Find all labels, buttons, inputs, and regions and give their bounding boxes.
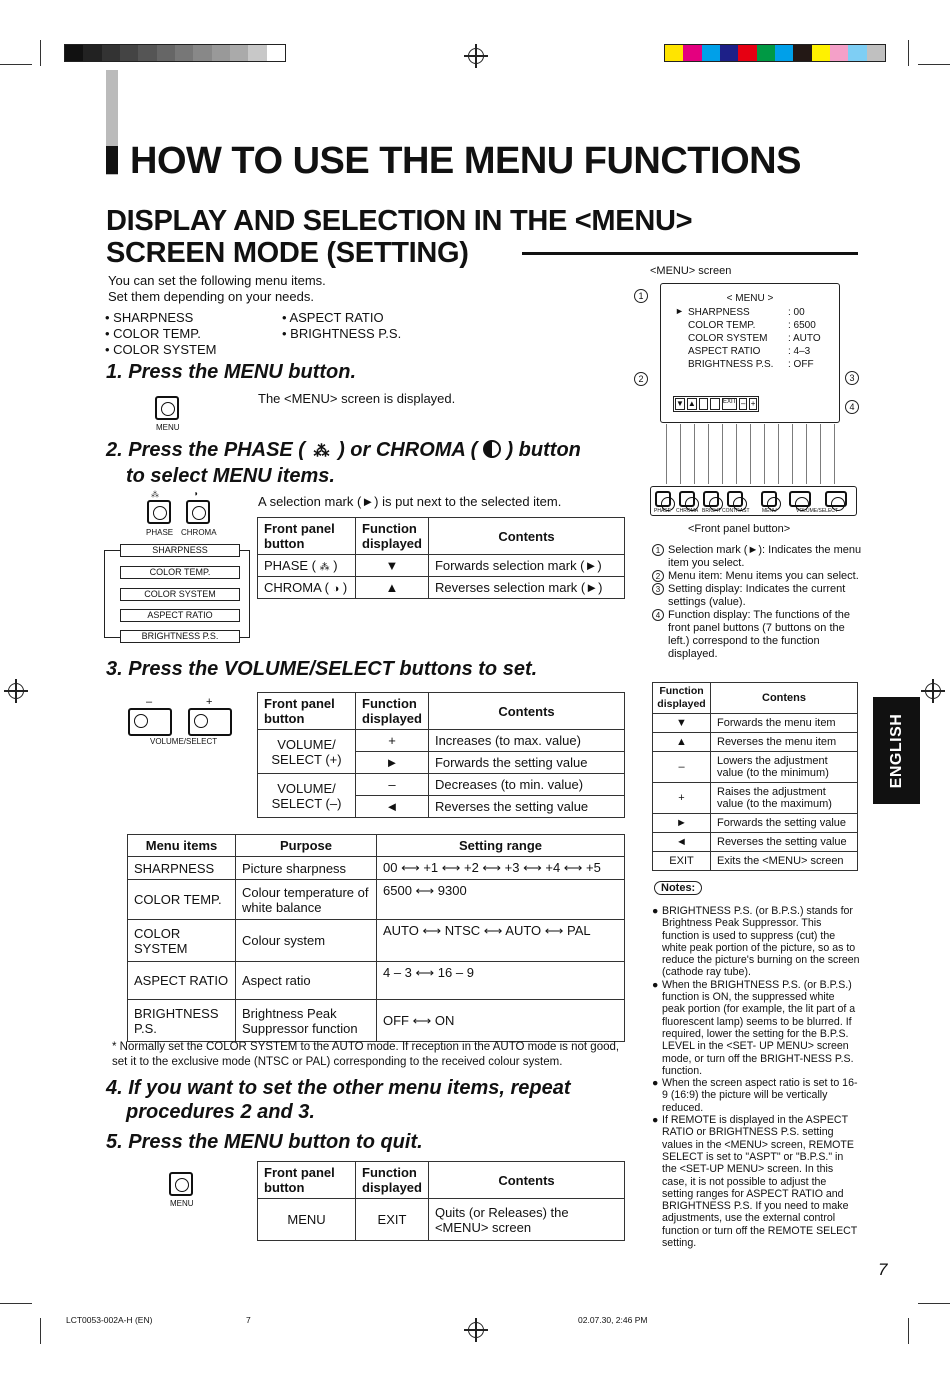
callout-3: 3 [845,371,859,385]
crop-mark [908,40,909,66]
table-cell: Forwards the setting value [428,752,624,774]
panel-label: CHROMA [676,508,699,514]
table-cell: Exits the <MENU> screen [711,852,858,871]
legend-text: Menu item: Menu items you can select. [668,570,859,582]
registration-mark-icon [468,1322,484,1338]
step5-heading: 5. Press the MENU button to quit. [106,1131,423,1153]
step1-text: The <MENU> screen is displayed. [258,391,456,406]
step2-heading-part: ) button [506,439,581,461]
note-item [652,905,860,979]
calibration-swatch [83,45,101,61]
table-cell: SHARPNESS [128,857,236,880]
table-cell: – [653,752,711,783]
step2-heading [106,438,581,488]
language-tab [873,697,920,804]
bullet-icon: ● [652,1114,659,1127]
table-cell: Decreases (to min. value) [428,774,624,796]
legend-number: 1 [652,544,664,556]
table-header: Contents [428,518,624,555]
selection-mark-icon: ► [675,306,684,316]
calibration-swatch [157,45,175,61]
table-cell: Reverses the menu item [711,733,858,752]
step2-table [257,517,625,599]
list-item: • COLOR SYSTEM [105,342,217,357]
table-cell: 6500 ⟷ 9300 [377,880,625,920]
menu-screen-item [688,319,821,332]
table-cell: Reverses the setting value [711,833,858,852]
chroma-icon [483,440,501,458]
blank-slot [710,398,720,410]
table-row [258,555,625,577]
settings-table [127,834,625,1042]
table-header: Front panel button [258,693,356,730]
footer-left: LCT0053-002A-H (EN) [66,1315,153,1325]
table-header: Front panel button [258,1162,356,1199]
flow-loop-line [104,550,120,638]
table-cell: Colour temperature of white balance [236,880,377,920]
item-value: : 00 [788,307,805,318]
item-value: : 4–3 [788,346,811,357]
volume-select-button-group[interactable] [128,708,233,736]
title-accent-block [106,146,118,174]
note-text: When the screen aspect ratio is set to 16-9 (16:9) the picture will be vertically reduced. [662,1077,858,1114]
table-cell: Forwards the setting value [711,814,858,833]
callout-1: 1 [634,289,648,303]
up-icon: ▲ [687,399,696,408]
section-title [106,205,692,269]
menu-button[interactable] [169,1172,193,1196]
calibration-swatch [138,45,156,61]
menu-button[interactable] [155,396,179,420]
table-cell: VOLUME/ SELECT (–) [258,774,356,818]
crop-mark [40,40,41,66]
table-row [128,962,625,1000]
cell-text: PHASE ( [264,558,317,573]
calibration-swatch [702,45,720,61]
panel-phase-button[interactable] [655,491,671,507]
registration-mark-icon [925,683,941,699]
calibration-swatch [775,45,793,61]
table-row [128,920,625,962]
language-tab-label: ENGLISH [887,713,905,788]
table-cell: + [356,730,429,752]
volume-select-label: VOLUME/SELECT [150,737,218,746]
note-item [652,1114,860,1249]
table-cell: 00 ⟷ +1 ⟷ +2 ⟷ +3 ⟷ +4 ⟷ +5 [377,857,625,880]
menu-button-label: MENU [156,423,180,432]
item-value: : 6500 [788,320,816,331]
legend-number: 4 [652,609,664,621]
calibration-swatch [848,45,866,61]
connector-lines [660,424,840,484]
item-value: : AUTO [788,333,821,344]
table-row [653,833,858,852]
calibration-swatch [757,45,775,61]
notes-list [652,905,860,1249]
step3-heading: 3. Press the VOLUME/SELECT buttons to set. [106,658,538,680]
note-item [652,1077,860,1114]
panel-label: VOLUME/SELECT [796,508,838,514]
menu-screen-items [688,306,821,371]
table-cell: EXIT [356,1199,429,1241]
table-cell: EXIT [653,852,711,871]
step5-table [257,1161,625,1241]
table-row [128,857,625,880]
list-item: • COLOR TEMP. [105,326,201,341]
step2-text: A selection mark (►) is put next to the selected item. [258,494,562,509]
chroma-button-label: CHROMA [181,528,217,537]
crop-mark [0,64,32,65]
item-label: COLOR TEMP. [688,320,756,331]
legend-item [652,570,862,583]
function-table [652,682,858,871]
table-cell: Raises the adjustment value (to the maximum) [711,783,858,814]
cell-text: CHROMA ( [264,580,329,595]
intro-text [108,273,326,305]
step4-heading-line1: 4. If you want to set the other menu items, repeat [106,1077,571,1099]
step3-table [257,692,625,818]
exit-label: EXIT [722,398,737,410]
calibration-swatch [738,45,756,61]
legend-item [652,544,862,570]
calibration-swatch [812,45,830,61]
table-cell: ▲ [653,733,711,752]
table-cell: AUTO ⟷ NTSC ⟷ AUTO ⟷ PAL [377,920,625,962]
page-title: HOW TO USE THE MENU FUNCTIONS [130,140,801,182]
table-cell: – [356,774,429,796]
note-item [652,979,860,1077]
calibration-swatch [193,45,211,61]
table-header: Function displayed [356,693,429,730]
table-cell: MENU [258,1199,356,1241]
panel-bright-button[interactable] [703,491,719,507]
bullet-icon: ● [652,1077,659,1090]
table-header: Front panel button [258,518,356,555]
callout-legend [652,544,862,661]
calibration-swatch [102,45,120,61]
calibration-swatch [665,45,683,61]
item-label: ASPECT RATIO [688,346,761,357]
chroma-icon: ◑ [332,583,340,595]
cell-text: ) [342,580,348,595]
calibration-swatch [175,45,193,61]
phase-icon: ⁂ [319,562,330,573]
table-cell: BRIGHTNESS P.S. [128,1000,236,1042]
table-cell: Picture sharpness [236,857,377,880]
function-display-bar [673,396,759,412]
table-row [258,730,625,752]
table-cell [258,577,356,599]
table-header: Purpose [236,835,377,857]
table-header: Menu items [128,835,236,857]
panel-volume-minus-button[interactable] [789,491,811,507]
list-item: • SHARPNESS [105,310,194,325]
registration-mark-icon [8,683,24,699]
panel-label: CONTRAST [722,508,750,514]
title-rule [522,252,858,255]
table-cell: ◄ [356,796,429,818]
table-cell: ► [356,752,429,774]
flow-loop-line [240,550,250,638]
table-cell: Lowers the adjustment value (to the minimum) [711,752,858,783]
callout-2: 2 [634,372,648,386]
step4-heading [106,1076,571,1124]
table-header: Function displayed [653,683,711,714]
section-title-line2: SCREEN MODE (SETTING) [106,237,469,269]
menu-screen-item [688,358,821,371]
step2-heading-line2: to select MENU items. [126,465,335,487]
panel-contrast-button[interactable] [727,491,743,507]
cell-text: ) [333,558,338,573]
volume-minus-button[interactable] [128,708,172,736]
crop-mark [0,1303,32,1304]
table-cell [258,555,356,577]
table-cell: ◄ [653,833,711,852]
volume-plus-button[interactable] [188,708,232,736]
table-cell: Quits (or Releases) the <MENU> screen [428,1199,624,1241]
calibration-swatch [793,45,811,61]
table-row [128,880,625,920]
page-number: 7 [878,1260,888,1279]
chroma-icon: ◑ [193,489,198,498]
table-header: Contents [428,693,624,730]
table-cell: ▼ [356,555,429,577]
crop-mark [40,1318,41,1344]
down-icon: ▼ [676,399,684,408]
table-row [653,752,858,783]
menu-screen-caption: <MENU> screen [650,265,732,277]
color-calibration-strip [664,44,886,62]
table-cell: Colour system [236,920,377,962]
front-panel-caption: <Front panel button> [688,523,791,535]
menu-items-list [282,310,401,342]
callout-4: 4 [845,400,859,414]
phase-icon: ⁂ [151,490,159,499]
chroma-button[interactable] [186,500,210,524]
table-cell: ► [653,814,711,833]
table-header: Contents [428,1162,624,1199]
legend-item [652,583,862,609]
notes-label: Notes: [654,881,702,895]
panel-chroma-button[interactable] [679,491,695,507]
settings-footnote: * Normally set the COLOR SYSTEM to the AUTO mode. If reception in the AUTO mode is not good, set it to the exclusive mode (NTSC or PAL) corresponding to the received colour system. [112,1041,620,1068]
list-item: • ASPECT RATIO [282,310,384,325]
table-cell: COLOR SYSTEM [128,920,236,962]
table-row [653,814,858,833]
intro-line: Set them depending on your needs. [108,289,314,304]
step2-heading-part: 2. Press the PHASE ( [106,439,305,461]
table-cell: Reverses selection mark (►) [428,577,624,599]
table-cell: COLOR TEMP. [128,880,236,920]
flow-item: BRIGHTNESS P.S. [120,630,240,643]
table-row [653,733,858,752]
minus-icon: – [740,399,746,408]
panel-menu-button[interactable] [761,491,777,507]
flow-item: ASPECT RATIO [120,609,240,622]
calibration-swatch [248,45,266,61]
bullet-icon: ● [652,978,659,991]
table-cell: OFF ⟷ ON [377,1000,625,1042]
crop-mark [908,1318,909,1344]
table-row [258,577,625,599]
item-label: COLOR SYSTEM [688,333,768,344]
calibration-swatch [267,45,285,61]
table-cell: Brightness Peak Suppressor function [236,1000,377,1042]
panel-volume-plus-button[interactable] [825,491,847,507]
table-cell: Aspect ratio [236,962,377,1000]
flow-item: COLOR SYSTEM [120,588,240,601]
plus-icon: + [750,399,756,408]
legend-text: Function display: The functions of the front panel buttons (7 buttons on the left.) correspond to the function displayed. [668,609,851,660]
menu-screen-item [688,306,821,319]
table-cell: 4 – 3 ⟷ 16 – 9 [377,962,625,1000]
legend-text: Selection mark (►): Indicates the menu item you select. [668,544,862,569]
note-text: If REMOTE is displayed in the ASPECT RATIO or BRIGHTNESS P.S. setting values in the <MENU> screen, REMOTE SELECT is set to "ASPT" or "B.P.S." in the <SET-UP MENU> screen. In this case, it is not possible to adjust the setting ranges for ASPECT RATIO and BRIGHTNESS P.S. If you need to make adjustments, use the external control function or turn off the REMOTE SELECT setting. [662,1114,858,1250]
table-header: Setting range [377,835,625,857]
phase-icon: ⁂ [313,443,330,460]
calibration-swatch [867,45,885,61]
table-row [258,774,625,796]
legend-text: Setting display: Indicates the current settings (value). [668,583,846,608]
flow-item: COLOR TEMP. [120,566,240,579]
table-cell: ▼ [653,714,711,733]
phase-button[interactable] [147,500,171,524]
footer-right: 02.07.30, 2:46 PM [578,1315,648,1325]
section-title-line1: DISPLAY AND SELECTION IN THE <MENU> [106,205,693,237]
minus-label: – [146,696,153,708]
menu-screen-title: < MENU > [726,293,774,304]
table-row [653,783,858,814]
legend-number: 2 [652,570,664,582]
menu-screen-item [688,332,821,345]
legend-item [652,609,862,661]
calibration-swatch [230,45,248,61]
menu-screen-frame [660,283,840,423]
table-cell: VOLUME/ SELECT (+) [258,730,356,774]
blank-slot [699,398,709,410]
legend-number: 3 [652,583,664,595]
menu-items-list [105,310,216,358]
table-header: Function displayed [356,518,429,555]
plus-label: + [206,696,213,708]
menu-screen-item [688,345,821,358]
table-header: Contens [711,683,858,714]
gray-calibration-strip [64,44,286,62]
table-cell: + [653,783,711,814]
calibration-swatch [120,45,138,61]
panel-label: MENU [762,508,777,514]
phase-button-label: PHASE [146,528,174,537]
table-cell: Reverses the setting value [428,796,624,818]
calibration-swatch [830,45,848,61]
footer-mid: 7 [246,1315,251,1325]
table-cell: ASPECT RATIO [128,962,236,1000]
table-cell: Increases (to max. value) [428,730,624,752]
crop-mark [918,1303,950,1304]
crop-mark [918,64,950,65]
step4-heading-line2: procedures 2 and 3. [126,1101,315,1123]
note-text: When the BRIGHTNESS P.S. (or B.P.S.) function is ON, the suppressed white peak portion (for example, the lit part of a fluorescent lamp) seems to be blurred. If required, lower the setting for the B.P.S. LEVEL in the <SET- UP MENU> screen mode, or turn off the BRIGHT-NESS P.S. function. [662,978,856,1077]
table-row [653,852,858,871]
item-label: BRIGHTNESS P.S. [688,359,774,370]
calibration-swatch [65,45,83,61]
table-cell: Forwards selection mark (►) [428,555,624,577]
table-cell: Forwards the menu item [711,714,858,733]
registration-mark-icon [468,48,484,64]
calibration-swatch [212,45,230,61]
menu-button-label: MENU [170,1199,194,1208]
table-row [258,1199,625,1241]
table-row [653,714,858,733]
table-cell: ▲ [356,577,429,599]
table-row [128,1000,625,1042]
list-item: • BRIGHTNESS P.S. [282,326,402,341]
flow-item: SHARPNESS [120,544,240,557]
bullet-icon: ● [652,905,659,917]
item-value: : OFF [788,359,814,370]
intro-line: You can set the following menu items. [108,273,326,288]
calibration-swatch [720,45,738,61]
panel-label: BRIGHT [702,508,721,514]
item-label: SHARPNESS [688,307,750,318]
panel-label: PHASE [654,508,671,514]
step2-heading-part: ) or CHROMA ( [338,439,478,461]
table-header: Function displayed [356,1162,429,1199]
calibration-swatch [683,45,701,61]
note-text: BRIGHTNESS P.S. (or B.P.S.) stands for Brightness Peak Suppressor. This function is used to suppress (cut) the white peak portion of the picture, so as to reduce the picture's burning on the screen (cathode ray tube). [662,905,860,979]
step1-heading: 1. Press the MENU button. [106,361,357,383]
